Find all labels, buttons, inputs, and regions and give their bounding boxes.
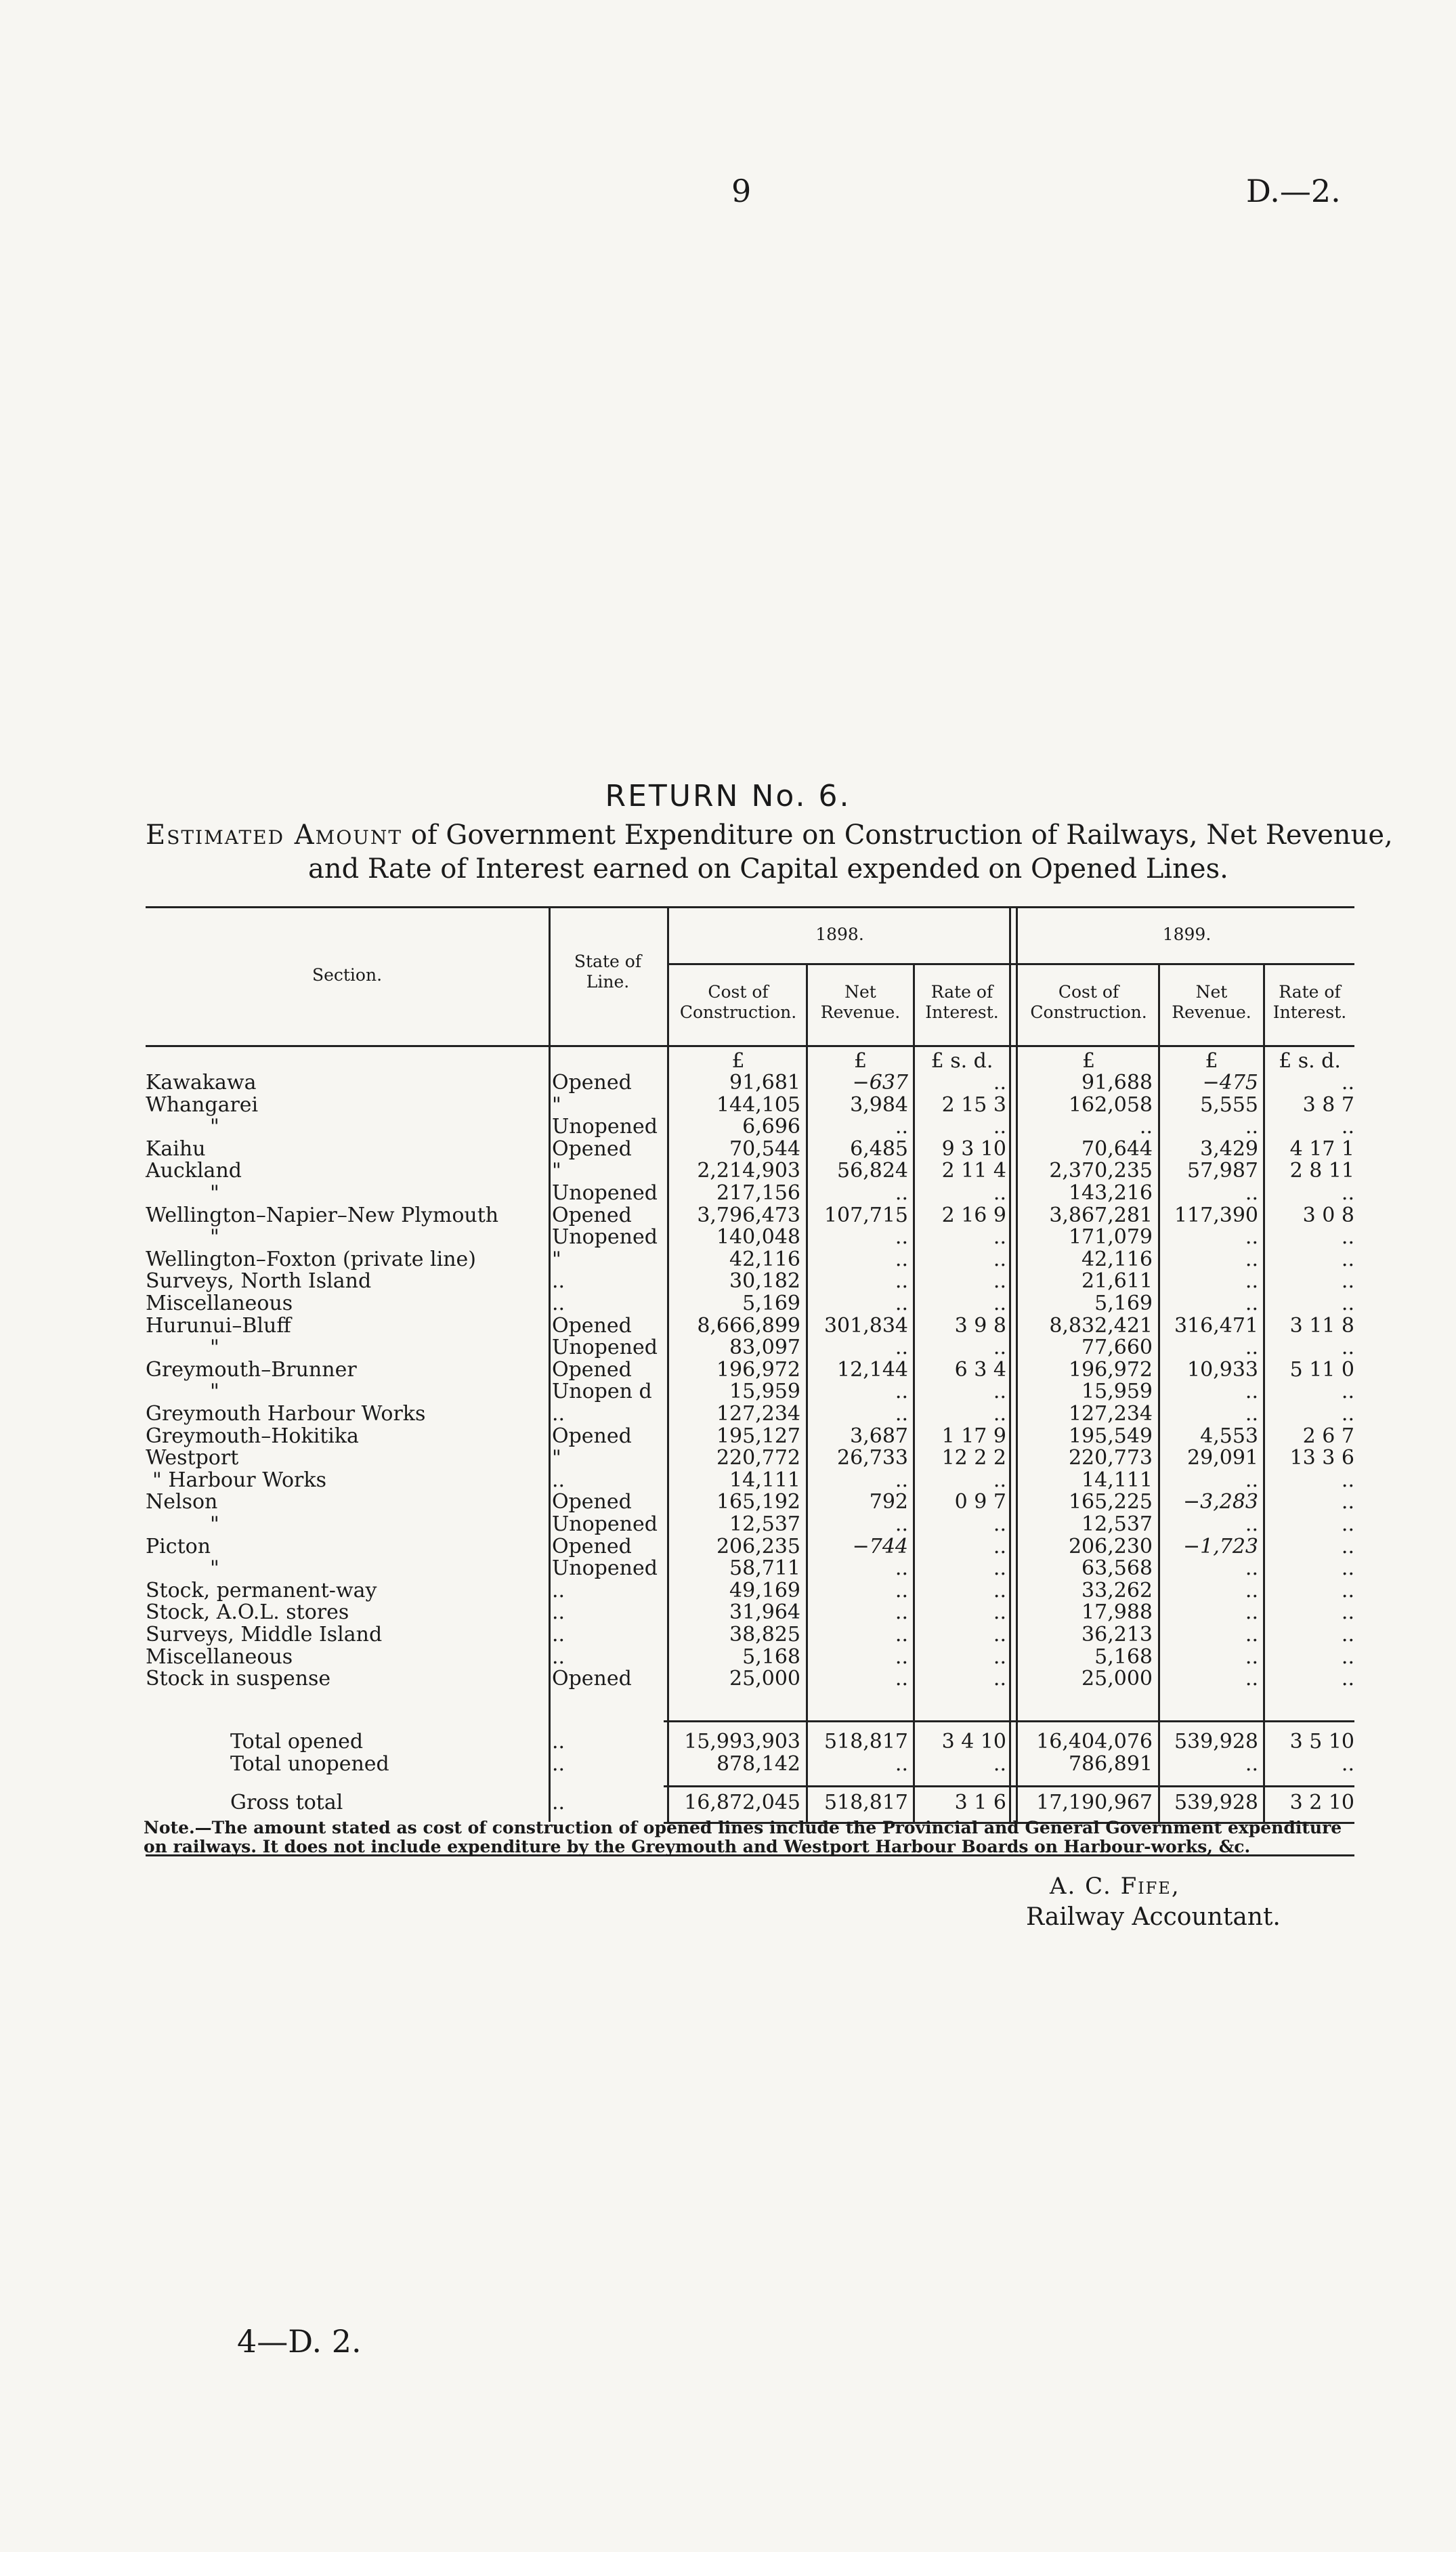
cell-section: Miscellaneous bbox=[146, 1644, 293, 1669]
cell-rate-1898: 3 1 6 bbox=[954, 1791, 1006, 1814]
page-number: 9 bbox=[731, 173, 752, 209]
cell-section: " bbox=[210, 1556, 219, 1581]
cell-section: Total opened bbox=[230, 1730, 364, 1753]
cell-cost-1899: 171,079 bbox=[1068, 1225, 1153, 1250]
cell-state: Unopen d bbox=[552, 1380, 652, 1404]
cell-rate-1898: 2 16 9 bbox=[941, 1203, 1006, 1227]
cell-net-1898: 26,733 bbox=[837, 1446, 908, 1470]
cell-state: .. bbox=[552, 1468, 565, 1492]
col-rule bbox=[1016, 908, 1018, 1822]
cell-state: Opened bbox=[552, 1357, 632, 1382]
cell-cost-1899: 91,688 bbox=[1082, 1071, 1153, 1094]
cell-section: Wellington–Napier–New Plymouth bbox=[146, 1203, 499, 1227]
cell-cost-1899: 12,537 bbox=[1082, 1512, 1153, 1536]
cell-rate-1899: .. bbox=[1341, 1380, 1354, 1404]
cell-net-1899: .. bbox=[1245, 1269, 1258, 1294]
cell-net-1899: .. bbox=[1245, 1623, 1258, 1646]
cell-section: Total unopened bbox=[230, 1752, 389, 1776]
cell-cost-1899: 17,988 bbox=[1082, 1600, 1153, 1625]
cell-cost-1899: 5,169 bbox=[1094, 1292, 1153, 1315]
cell-net-1899: .. bbox=[1245, 1600, 1258, 1625]
cell-rate-1898: .. bbox=[993, 1071, 1006, 1094]
cell-section: Greymouth Harbour Works bbox=[146, 1402, 426, 1426]
cell-net-1899: .. bbox=[1245, 1115, 1258, 1139]
cell-cost-1898: 16,872,045 bbox=[684, 1791, 800, 1814]
cell-rate-1898: 6 3 4 bbox=[954, 1357, 1006, 1382]
cell-rate-1898: 12 2 2 bbox=[941, 1446, 1006, 1470]
cell-rate-1898: .. bbox=[993, 1667, 1006, 1691]
cell-state: Unopened bbox=[552, 1556, 658, 1581]
cell-net-1899: 4,553 bbox=[1200, 1424, 1258, 1448]
cell-state: Opened bbox=[552, 1136, 632, 1161]
cell-net-1898: −744 bbox=[852, 1534, 908, 1558]
cell-rate-1898: .. bbox=[993, 1402, 1006, 1426]
cell-rate-1898: .. bbox=[993, 1269, 1006, 1294]
cell-cost-1899: 70,644 bbox=[1082, 1136, 1153, 1161]
cell-net-1899: 539,928 bbox=[1174, 1791, 1258, 1814]
cell-net-1898: 518,817 bbox=[823, 1791, 908, 1814]
cell-cost-1898: 196,972 bbox=[716, 1357, 800, 1382]
subtitle-line-1-text: of Government Expenditure on Construction of Railways, Net Revenue, bbox=[402, 820, 1393, 851]
cell-net-1899: 57,987 bbox=[1187, 1159, 1258, 1183]
cell-rate-1899: .. bbox=[1341, 1269, 1354, 1294]
cell-state: .. bbox=[552, 1269, 565, 1294]
cell-cost-1899: .. bbox=[1139, 1115, 1153, 1139]
cell-net-1898: 6,485 bbox=[850, 1136, 908, 1161]
cell-rate-1899: .. bbox=[1341, 1225, 1354, 1250]
cell-net-1899: 539,928 bbox=[1174, 1730, 1258, 1753]
cell-cost-1899: 25,000 bbox=[1082, 1667, 1153, 1691]
cell-rate-1899: .. bbox=[1341, 1556, 1354, 1581]
cell-net-1899: .. bbox=[1245, 1512, 1258, 1536]
cell-net-1898: .. bbox=[895, 1667, 908, 1691]
cell-cost-1898: 5,169 bbox=[742, 1292, 800, 1315]
cell-cost-1899: 220,773 bbox=[1068, 1446, 1153, 1470]
cell-cost-1898: 217,156 bbox=[716, 1181, 800, 1205]
cell-state: .. bbox=[552, 1402, 565, 1426]
cell-rate-1899: 4 17 1 bbox=[1289, 1136, 1354, 1161]
cell-section: Stock, A.O.L. stores bbox=[146, 1600, 349, 1625]
cell-rate-1898: .. bbox=[993, 1512, 1006, 1536]
cell-rate-1899: 2 6 7 bbox=[1302, 1424, 1354, 1448]
currency-symbol: £ bbox=[1205, 1049, 1218, 1073]
cell-net-1898: .. bbox=[895, 1468, 908, 1492]
header-cost-1899: Cost of Construction. bbox=[1030, 982, 1147, 1022]
header-year-1899: 1899. bbox=[1162, 924, 1212, 944]
cell-section: " bbox=[210, 1380, 219, 1404]
cell-state: " bbox=[552, 1159, 561, 1183]
cell-net-1899: 117,390 bbox=[1174, 1203, 1258, 1227]
cell-state: .. bbox=[552, 1730, 565, 1753]
cell-section: Auckland bbox=[146, 1159, 242, 1183]
cell-section: Stock, permanent-way bbox=[146, 1578, 377, 1602]
header-section: Section. bbox=[312, 965, 383, 985]
currency-symbol: £ bbox=[853, 1049, 868, 1073]
cell-net-1898: 107,715 bbox=[823, 1203, 908, 1227]
cell-rate-1899: 3 0 8 bbox=[1302, 1203, 1354, 1227]
cell-section: " bbox=[210, 1336, 219, 1360]
cell-state: Unopened bbox=[552, 1512, 658, 1536]
cell-net-1899: −1,723 bbox=[1182, 1534, 1258, 1558]
cell-net-1898: .. bbox=[895, 1336, 908, 1360]
cell-rate-1899: .. bbox=[1341, 1752, 1354, 1776]
cell-section: Westport bbox=[146, 1446, 239, 1470]
cell-net-1898: 12,144 bbox=[837, 1357, 908, 1382]
cell-net-1898: .. bbox=[895, 1644, 908, 1669]
cell-rate-1898: 3 4 10 bbox=[941, 1730, 1006, 1753]
cell-rate-1899: .. bbox=[1341, 1181, 1354, 1205]
cell-rate-1899: 5 11 0 bbox=[1289, 1357, 1354, 1382]
cell-net-1898: .. bbox=[895, 1600, 908, 1625]
cell-rate-1899: .. bbox=[1341, 1490, 1354, 1514]
cell-cost-1899: 77,660 bbox=[1082, 1336, 1153, 1360]
currency-lsd: £ s. d. bbox=[930, 1049, 993, 1073]
cell-rate-1898: .. bbox=[993, 1600, 1006, 1625]
cell-cost-1898: 15,959 bbox=[729, 1380, 800, 1404]
cell-rate-1898: .. bbox=[993, 1292, 1006, 1315]
subtitle-line-2: and Rate of Interest earned on Capital expended on Opened Lines. bbox=[308, 853, 1228, 885]
cell-rate-1898: .. bbox=[993, 1578, 1006, 1602]
cell-cost-1899: 143,216 bbox=[1068, 1181, 1153, 1205]
cell-net-1898: .. bbox=[895, 1181, 908, 1205]
cell-cost-1899: 16,404,076 bbox=[1036, 1730, 1153, 1753]
currency-symbol: £ bbox=[731, 1049, 745, 1073]
cell-rate-1899: 13 3 6 bbox=[1289, 1446, 1354, 1470]
cell-net-1899: 3,429 bbox=[1200, 1136, 1258, 1161]
cell-net-1898: .. bbox=[895, 1752, 908, 1776]
table-note: Note.—The amount stated as cost of construction of opened lines include the Provincial and General Government expenditure on railways. It does not include expenditure by the Greymouth and Westport Harbour Boards on Harbour-works, &c. bbox=[144, 1818, 1342, 1856]
cell-cost-1899: 206,230 bbox=[1068, 1534, 1153, 1558]
cell-section: Kawakawa bbox=[146, 1071, 257, 1094]
cell-net-1898: −637 bbox=[852, 1071, 908, 1094]
cell-net-1898: 56,824 bbox=[837, 1159, 908, 1183]
cell-state: Opened bbox=[552, 1534, 632, 1558]
cell-rate-1899: 3 11 8 bbox=[1289, 1313, 1354, 1338]
cell-rate-1898: .. bbox=[993, 1380, 1006, 1404]
cell-cost-1899: 195,549 bbox=[1068, 1424, 1153, 1448]
cell-cost-1899: 162,058 bbox=[1068, 1092, 1153, 1117]
cell-net-1898: .. bbox=[895, 1512, 908, 1536]
cell-section: Hurunui–Bluff bbox=[146, 1313, 291, 1338]
col-rule bbox=[1009, 908, 1011, 1822]
cell-cost-1898: 70,544 bbox=[729, 1136, 800, 1161]
cell-section: " Harbour Works bbox=[152, 1468, 326, 1492]
cell-cost-1899: 63,568 bbox=[1082, 1556, 1153, 1581]
cell-cost-1898: 38,825 bbox=[729, 1623, 800, 1646]
document-reference: D.—2. bbox=[1246, 173, 1341, 209]
cell-cost-1898: 12,537 bbox=[729, 1512, 800, 1536]
cell-section: " bbox=[210, 1225, 219, 1250]
cell-rate-1898: .. bbox=[993, 1247, 1006, 1271]
col-rule bbox=[667, 908, 669, 1822]
cell-cost-1898: 31,964 bbox=[729, 1600, 800, 1625]
cell-rate-1898: .. bbox=[993, 1556, 1006, 1581]
cell-cost-1899: 786,891 bbox=[1068, 1752, 1153, 1776]
cell-net-1899: .. bbox=[1245, 1336, 1258, 1360]
cell-cost-1898: 195,127 bbox=[716, 1424, 800, 1448]
cell-cost-1899: 5,168 bbox=[1094, 1644, 1153, 1669]
cell-rate-1899: 3 5 10 bbox=[1289, 1730, 1354, 1753]
cell-net-1899: .. bbox=[1245, 1181, 1258, 1205]
cell-rate-1899: .. bbox=[1341, 1071, 1354, 1094]
cell-rate-1899: .. bbox=[1341, 1644, 1354, 1669]
cell-section: Stock in suspense bbox=[146, 1667, 331, 1691]
header-net-1899: Net Revenue. bbox=[1172, 982, 1251, 1022]
cell-section: Whangarei bbox=[146, 1092, 259, 1117]
header-rate-1899: Rate of Interest. bbox=[1272, 982, 1347, 1022]
cell-cost-1899: 36,213 bbox=[1082, 1623, 1153, 1646]
cell-rate-1899: .. bbox=[1341, 1292, 1354, 1315]
cell-net-1899: 29,091 bbox=[1187, 1446, 1258, 1470]
cell-rate-1898: .. bbox=[993, 1181, 1006, 1205]
cell-rate-1898: .. bbox=[993, 1225, 1006, 1250]
cell-cost-1898: 14,111 bbox=[729, 1468, 800, 1492]
cell-rate-1898: .. bbox=[993, 1534, 1006, 1558]
cell-cost-1898: 91,681 bbox=[729, 1071, 800, 1094]
subtitle-lead: Estimated Amount bbox=[146, 820, 403, 851]
cell-rate-1899: .. bbox=[1341, 1578, 1354, 1602]
cell-cost-1898: 42,116 bbox=[729, 1247, 800, 1271]
cell-section: Surveys, Middle Island bbox=[146, 1623, 383, 1646]
cell-cost-1898: 8,666,899 bbox=[697, 1313, 800, 1338]
cell-rate-1899: 3 8 7 bbox=[1302, 1092, 1354, 1117]
cell-net-1898: .. bbox=[895, 1247, 908, 1271]
cell-net-1898: 301,834 bbox=[823, 1313, 908, 1338]
cell-section: Nelson bbox=[146, 1490, 218, 1514]
cell-net-1898: .. bbox=[895, 1556, 908, 1581]
cell-cost-1898: 165,192 bbox=[716, 1490, 800, 1514]
cell-rate-1899: 3 2 10 bbox=[1289, 1791, 1354, 1814]
cell-rate-1899: .. bbox=[1341, 1623, 1354, 1646]
cell-rate-1899: .. bbox=[1341, 1600, 1354, 1625]
cell-rate-1899: .. bbox=[1341, 1667, 1354, 1691]
footer-reference: 4—D. 2. bbox=[237, 2323, 362, 2360]
cell-cost-1898: 5,168 bbox=[742, 1644, 800, 1669]
cell-net-1898: .. bbox=[895, 1269, 908, 1294]
col-rule bbox=[549, 908, 551, 1822]
cell-cost-1898: 83,097 bbox=[729, 1336, 800, 1360]
cell-rate-1899: .. bbox=[1341, 1247, 1354, 1271]
cell-rate-1899: .. bbox=[1341, 1336, 1354, 1360]
cell-net-1899: .. bbox=[1245, 1247, 1258, 1271]
cell-state: .. bbox=[552, 1600, 565, 1625]
cell-state: .. bbox=[552, 1791, 565, 1814]
cell-cost-1898: 3,796,473 bbox=[697, 1203, 800, 1227]
cell-cost-1899: 17,190,967 bbox=[1036, 1791, 1153, 1814]
cell-section: Greymouth–Brunner bbox=[146, 1357, 357, 1382]
cell-rate-1898: 3 9 8 bbox=[954, 1313, 1006, 1338]
cell-cost-1898: 144,105 bbox=[716, 1092, 800, 1117]
cell-net-1898: .. bbox=[895, 1225, 908, 1250]
cell-cost-1899: 21,611 bbox=[1082, 1269, 1153, 1294]
cell-net-1898: .. bbox=[895, 1402, 908, 1426]
cell-net-1898: 518,817 bbox=[823, 1730, 908, 1753]
cell-cost-1899: 15,959 bbox=[1082, 1380, 1153, 1404]
cell-net-1899: .. bbox=[1245, 1556, 1258, 1581]
cell-rate-1899: .. bbox=[1341, 1402, 1354, 1426]
cell-section: " bbox=[210, 1181, 219, 1205]
cell-state: " bbox=[552, 1446, 561, 1470]
currency-symbol: £ bbox=[1082, 1049, 1096, 1073]
cell-cost-1899: 2,370,235 bbox=[1049, 1159, 1153, 1183]
cell-rate-1898: 2 15 3 bbox=[941, 1092, 1006, 1117]
cell-rate-1898: .. bbox=[993, 1336, 1006, 1360]
cell-net-1899: .. bbox=[1245, 1468, 1258, 1492]
cell-state: Opened bbox=[552, 1490, 632, 1514]
cell-net-1898: .. bbox=[895, 1623, 908, 1646]
cell-net-1898: .. bbox=[895, 1380, 908, 1404]
cell-state: .. bbox=[552, 1292, 565, 1315]
cell-state: " bbox=[552, 1092, 561, 1117]
cell-section: Wellington–Foxton (private line) bbox=[146, 1247, 477, 1271]
cell-net-1899: .. bbox=[1245, 1752, 1258, 1776]
subtitle-line-1 bbox=[146, 820, 1393, 851]
cell-state: .. bbox=[552, 1752, 565, 1776]
header-year-1898: 1898. bbox=[815, 924, 864, 944]
cell-net-1898: .. bbox=[895, 1292, 908, 1315]
header-net-1898: Net Revenue. bbox=[820, 982, 901, 1022]
cell-section: Surveys, North Island bbox=[146, 1269, 372, 1294]
cell-state: .. bbox=[552, 1623, 565, 1646]
cell-net-1898: 792 bbox=[869, 1490, 908, 1514]
cell-cost-1898: 49,169 bbox=[729, 1578, 800, 1602]
table-top-rule bbox=[146, 906, 1354, 908]
cell-cost-1898: 25,000 bbox=[729, 1667, 800, 1691]
cell-cost-1898: 15,993,903 bbox=[684, 1730, 800, 1753]
cell-net-1899: .. bbox=[1245, 1292, 1258, 1315]
cell-cost-1899: 33,262 bbox=[1082, 1578, 1153, 1602]
cell-net-1899: .. bbox=[1245, 1578, 1258, 1602]
cell-state: .. bbox=[552, 1578, 565, 1602]
header-bottom-rule bbox=[146, 1045, 1354, 1047]
cell-rate-1899: 2 8 11 bbox=[1289, 1159, 1354, 1183]
cell-cost-1898: 6,696 bbox=[742, 1115, 800, 1139]
cell-net-1899: .. bbox=[1245, 1380, 1258, 1404]
cell-state: Unopened bbox=[552, 1225, 658, 1250]
cell-net-1899: −475 bbox=[1202, 1071, 1258, 1094]
cell-state: Unopened bbox=[552, 1181, 658, 1205]
cell-net-1898: .. bbox=[895, 1115, 908, 1139]
cell-cost-1898: 220,772 bbox=[716, 1446, 800, 1470]
cell-rate-1898: .. bbox=[993, 1623, 1006, 1646]
header-state: State of Line. bbox=[574, 952, 642, 992]
cell-state: Opened bbox=[552, 1313, 632, 1338]
cell-cost-1899: 14,111 bbox=[1082, 1468, 1153, 1492]
cell-section: " bbox=[210, 1512, 219, 1536]
cell-net-1899: .. bbox=[1245, 1667, 1258, 1691]
cell-section: Gross total bbox=[230, 1791, 343, 1814]
cell-section: Kaihu bbox=[146, 1136, 206, 1161]
cell-net-1899: .. bbox=[1245, 1225, 1258, 1250]
cell-rate-1899: .. bbox=[1341, 1115, 1354, 1139]
cell-cost-1899: 165,225 bbox=[1068, 1490, 1153, 1514]
cell-rate-1898: 0 9 7 bbox=[954, 1490, 1006, 1514]
cell-rate-1898: 1 17 9 bbox=[941, 1424, 1006, 1448]
return-title: RETURN No. 6. bbox=[605, 779, 851, 813]
cell-section: Picton bbox=[146, 1534, 211, 1558]
cell-rate-1899: .. bbox=[1341, 1468, 1354, 1492]
cell-rate-1898: 2 11 4 bbox=[941, 1159, 1006, 1183]
cell-cost-1898: 878,142 bbox=[716, 1752, 800, 1776]
cell-section: Miscellaneous bbox=[146, 1292, 293, 1315]
cell-rate-1898: .. bbox=[993, 1468, 1006, 1492]
cell-state: " bbox=[552, 1247, 561, 1271]
cell-cost-1899: 127,234 bbox=[1068, 1402, 1153, 1426]
signature-title: Railway Accountant. bbox=[1026, 1903, 1281, 1931]
cell-net-1899: .. bbox=[1245, 1402, 1258, 1426]
header-rate-1898: Rate of Interest. bbox=[925, 982, 999, 1022]
cell-state: .. bbox=[552, 1644, 565, 1669]
cell-section: " bbox=[210, 1115, 219, 1139]
cell-rate-1898: .. bbox=[993, 1644, 1006, 1669]
cell-rate-1899: .. bbox=[1341, 1534, 1354, 1558]
cell-cost-1899: 42,116 bbox=[1082, 1247, 1153, 1271]
cell-cost-1898: 30,182 bbox=[729, 1269, 800, 1294]
cell-cost-1899: 196,972 bbox=[1068, 1357, 1153, 1382]
signature-name: A. C. Fife, bbox=[1050, 1873, 1180, 1900]
cell-net-1899: 10,933 bbox=[1187, 1357, 1258, 1382]
cell-net-1899: −3,283 bbox=[1182, 1490, 1258, 1514]
cell-cost-1899: 3,867,281 bbox=[1049, 1203, 1153, 1227]
currency-lsd: £ s. d. bbox=[1279, 1049, 1341, 1073]
cell-rate-1898: 9 3 10 bbox=[941, 1136, 1006, 1161]
cell-rate-1898: .. bbox=[993, 1115, 1006, 1139]
cell-cost-1898: 140,048 bbox=[716, 1225, 800, 1250]
cell-cost-1898: 127,234 bbox=[716, 1402, 800, 1426]
cell-section: Greymouth–Hokitika bbox=[146, 1424, 359, 1448]
cell-net-1899: .. bbox=[1245, 1644, 1258, 1669]
cell-net-1899: 316,471 bbox=[1174, 1313, 1258, 1338]
cell-net-1898: 3,687 bbox=[850, 1424, 908, 1448]
cell-state: Opened bbox=[552, 1667, 632, 1691]
cell-cost-1898: 206,235 bbox=[716, 1534, 800, 1558]
cell-state: Opened bbox=[552, 1424, 632, 1448]
cell-net-1899: 5,555 bbox=[1200, 1092, 1258, 1117]
cell-cost-1898: 2,214,903 bbox=[697, 1159, 800, 1183]
cell-cost-1898: 58,711 bbox=[729, 1556, 800, 1581]
cell-state: Opened bbox=[552, 1203, 632, 1227]
header-cost-1898: Cost of Construction. bbox=[679, 982, 797, 1022]
cell-state: Unopened bbox=[552, 1336, 658, 1360]
cell-state: Opened bbox=[552, 1071, 632, 1094]
cell-state: Unopened bbox=[552, 1115, 658, 1139]
cell-cost-1899: 8,832,421 bbox=[1049, 1313, 1153, 1338]
cell-net-1898: 3,984 bbox=[850, 1092, 908, 1117]
cell-rate-1898: .. bbox=[993, 1752, 1006, 1776]
cell-rate-1899: .. bbox=[1341, 1512, 1354, 1536]
cell-net-1898: .. bbox=[895, 1578, 908, 1602]
